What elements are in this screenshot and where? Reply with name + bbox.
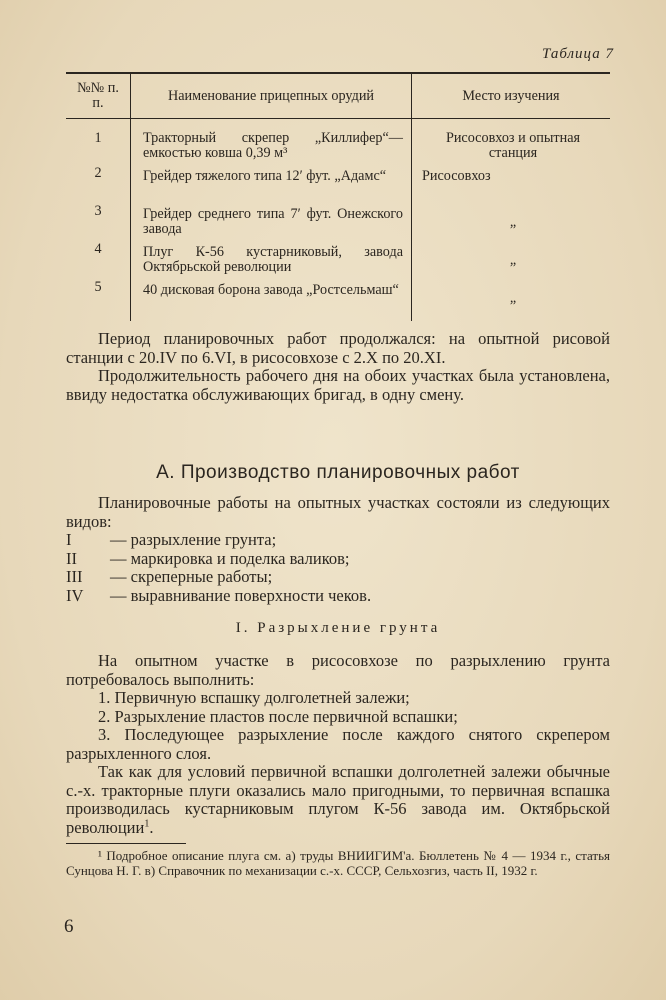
footnote-text: ¹ Подробное описание плуга см. а) труды ВНИИГИМ'а. Бюллетень № 4 — 1934 г., статья Сунцова Н. Г. в) Справочник по механизации с.-х. СССР, Сельхозгиз, часть II, 1932 г. <box>66 848 610 878</box>
list-item-number: I <box>66 530 72 549</box>
header-tool-name: Наименование прицепных орудий <box>131 73 412 119</box>
table-row <box>66 119 610 166</box>
row-number: 4 <box>94 241 102 257</box>
closing-paragraph: Так как для условий первичной вспашки долголетней залежи обычные с.-х. тракторные плуги оказались мало пригодными, то первичная вспашка производилась кустарниковым плугом К-56 завода им. Октябрьской революции$^1$. <box>66 762 610 837</box>
table-row <box>66 279 610 321</box>
table-row <box>66 241 610 279</box>
list-item-text: — разрыхление грунта; <box>110 530 277 549</box>
section-a-title: А. Производство планировочных работ <box>156 462 520 483</box>
row-place-ditto: „ <box>509 252 517 268</box>
step-item: 1. Первичную вспашку долголетней залежи; <box>98 688 410 707</box>
table-header-row <box>66 73 610 119</box>
list-item-text: — скреперные работы; <box>110 567 273 586</box>
footnote-mark: 1 <box>144 818 150 829</box>
row-tool-name: 40 дисковая борона завода „Ростсельмаш“ <box>131 279 412 321</box>
section-a-body <box>66 494 610 605</box>
list-item <box>66 550 610 569</box>
list-item-text: — выравнивание поверхности чеков. <box>110 585 372 605</box>
paragraphs-top <box>66 330 610 404</box>
row-tool-name: Плуг К-56 кустарниковый, завода Октябрьской революции <box>131 241 412 279</box>
row-number: 1 <box>94 130 102 146</box>
table-row <box>66 165 610 203</box>
row-place-ditto: „ <box>509 290 517 306</box>
step-item: 2. Разрыхление пластов после первичной вспашки; <box>98 706 458 726</box>
subsection-body <box>66 652 610 837</box>
list-item-number: II <box>66 548 77 568</box>
row-number: 3 <box>94 203 102 219</box>
row-place-ditto: „ <box>509 214 517 230</box>
header-place: Место изучения <box>412 73 611 119</box>
list-item-number: III <box>66 567 83 586</box>
tools-table <box>66 72 610 321</box>
paragraph-period: Период планировочных работ продолжался: на опытной рисовой станции с 20.IV по 6.VI, в рисосовхозе с 2.X по 20.XI. <box>66 329 610 367</box>
footnote-rule <box>66 843 186 844</box>
closing-paragraph-text: Так как для условий первичной вспашки долголетней залежи обычные с.-х. тракторные плуги оказались мало пригодными, то первичная вспашка производилась кустарниковым плугом К-56 завода им. Октябрьской революции <box>66 762 610 837</box>
row-number: 5 <box>94 279 102 295</box>
list-item <box>66 568 610 587</box>
section-a-intro: Планировочные работы на опытных участках состояли из следующих видов: <box>66 493 610 531</box>
subsection-intro: На опытном участке в рисосовхозе по разрыхлению грунта потребовалось выполнить: <box>66 651 610 689</box>
row-tool-name: Грейдер тяжелого типа 12′ фут. „Адамс“ <box>131 165 412 203</box>
list-item-number: IV <box>66 585 84 605</box>
list-item <box>66 531 610 550</box>
list-item <box>66 587 610 606</box>
page-number: 6 <box>64 916 74 937</box>
footnote <box>66 848 610 878</box>
subsection-title: I. Разрыхление грунта <box>235 620 441 636</box>
row-place: Рисосовхоз <box>422 168 491 184</box>
row-tool-name: Тракторный скрепер „Киллифер“— емкостью ковша 0,39 м³ <box>131 119 412 166</box>
list-item-text: — маркировка и поделка валиков; <box>110 548 350 568</box>
step-item: 3. Последующее разрыхление после каждого снятого скрепером разрыхленного слоя. <box>66 725 610 763</box>
table-row <box>66 203 610 241</box>
row-place: Рисосовхоз и опытная станция <box>445 130 581 161</box>
table-caption: Таблица 7 <box>542 46 614 62</box>
row-number: 2 <box>94 165 102 181</box>
header-number: №№ п. п. <box>66 73 131 119</box>
paragraph-workday: Продолжительность рабочего дня на обоих участках была установлена, ввиду недостатка обслуживающих бригад, в одну смену. <box>66 366 610 404</box>
row-tool-name: Грейдер среднего типа 7′ фут. Онежского завода <box>131 203 412 241</box>
